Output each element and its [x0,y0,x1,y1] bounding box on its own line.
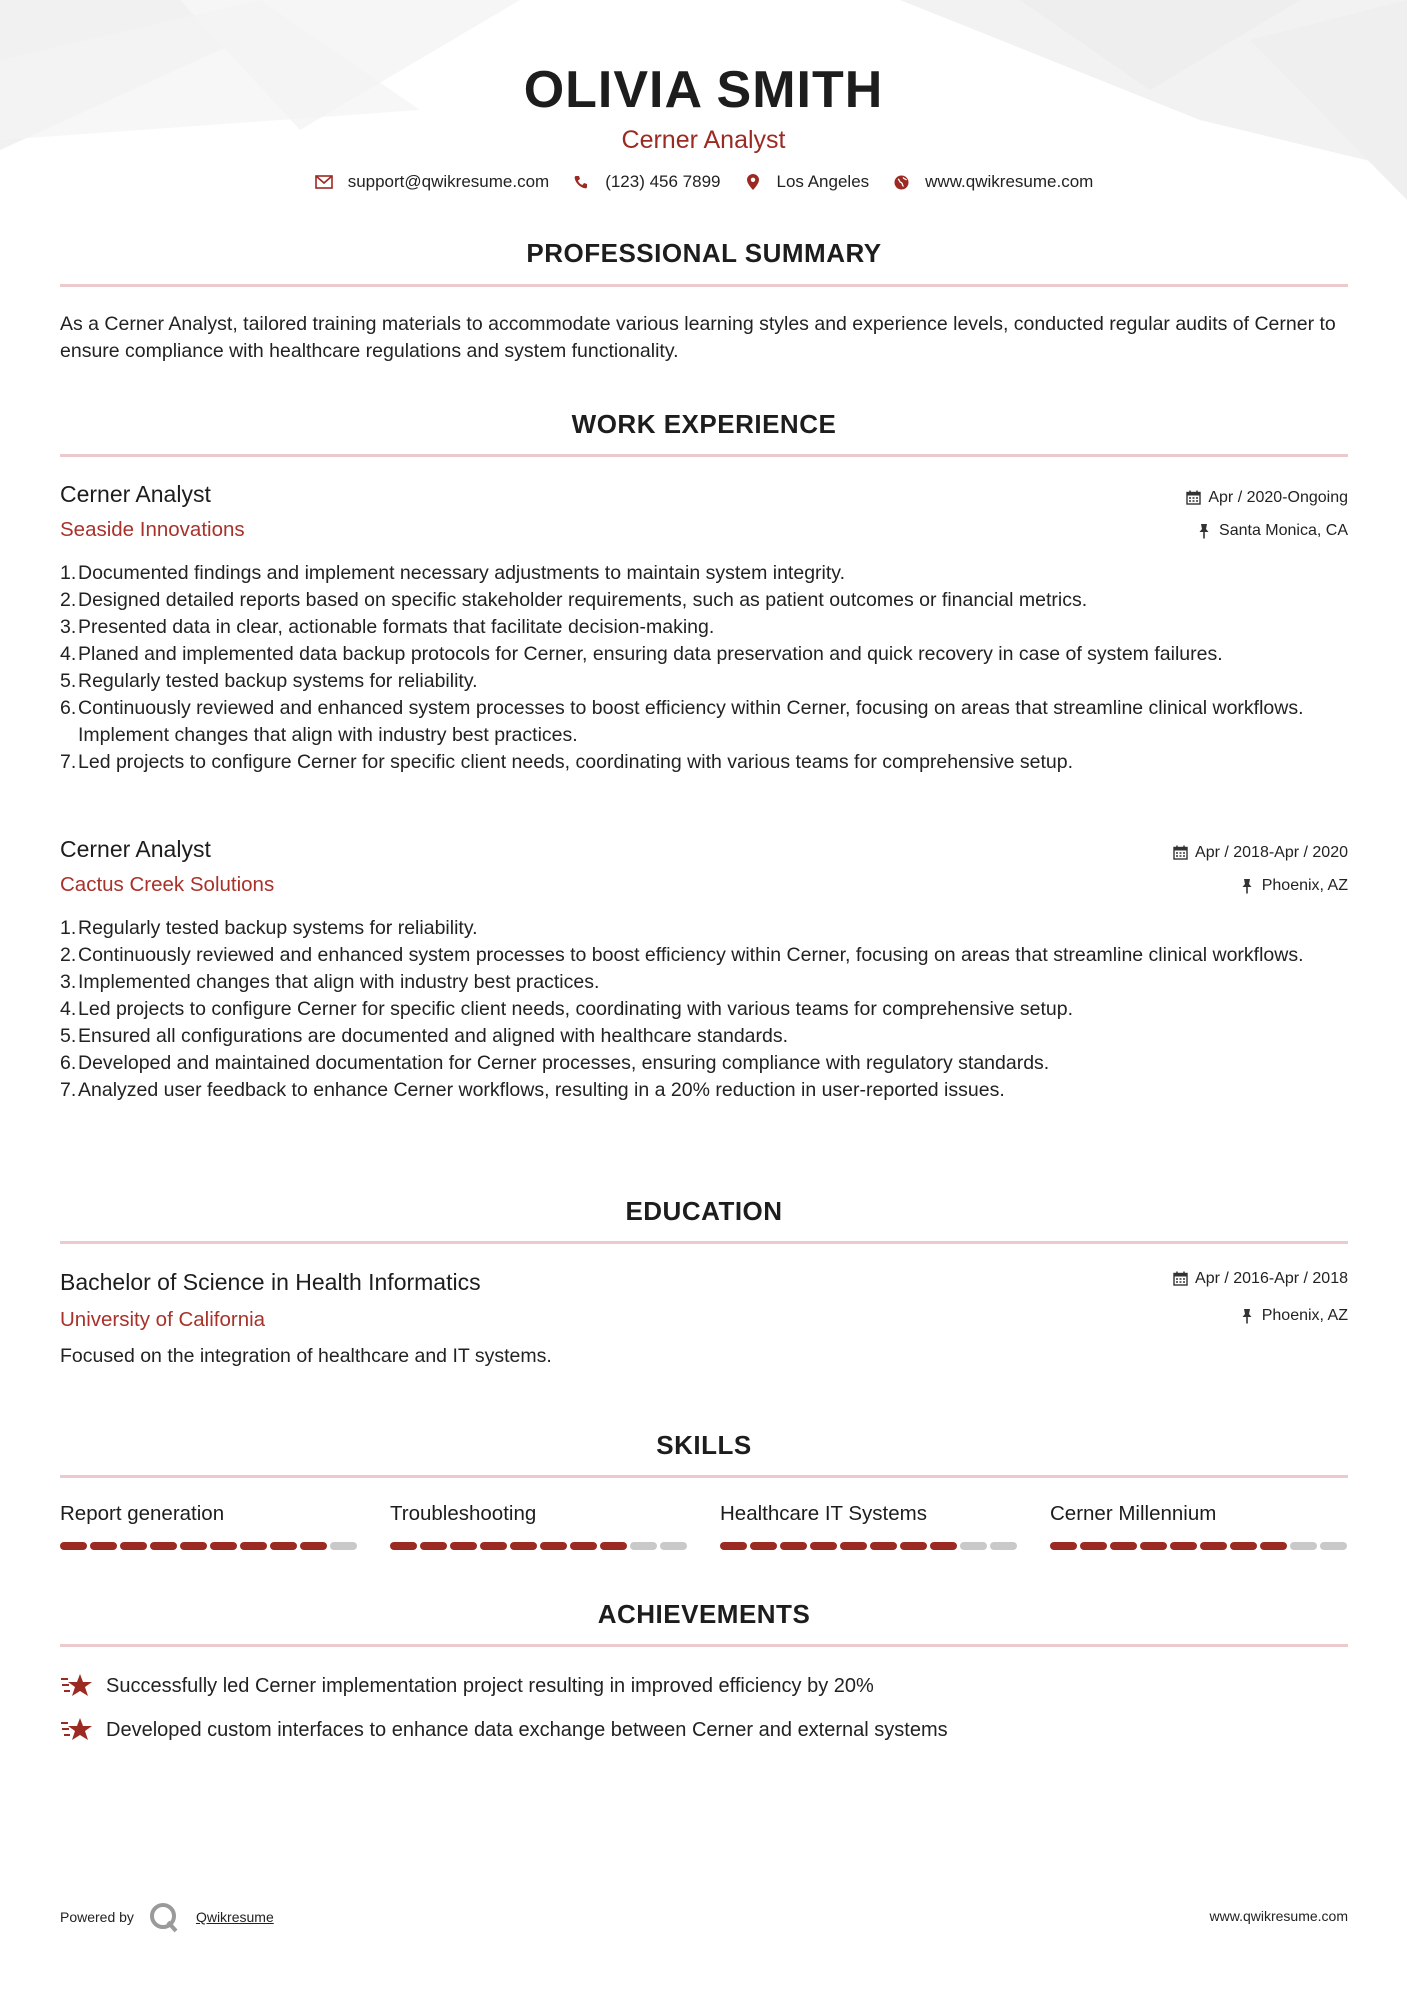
calendar-icon [1173,845,1189,861]
skills-heading: SKILLS [656,1430,752,1460]
list-item [60,749,1348,776]
education-description: Focused on the integration of healthcare and IT systems. [60,1345,552,1367]
candidate-role: Cerner Analyst [621,126,786,154]
summary-text: As a Cerner Analyst, tailored training materials to accommodate various learning styles and experience levels, conducted regular audits of Cerner to ensure compliance with healthcare regulations and system functionality. [60,313,1336,362]
list-text: Implemented changes that align with industry best practices. [78,971,600,993]
skill-level-bar [390,1542,690,1550]
pin-icon [1197,523,1213,539]
list-text: Ensured all configurations are documented and aligned with healthcare standards. [78,1025,789,1047]
job-bullets [60,560,1348,776]
degree-title: Bachelor of Science in Health Informatics [60,1269,481,1295]
skill-segment-filled [540,1542,567,1550]
list-item [60,587,1348,614]
school-name: University of California [60,1308,266,1331]
skill-name: Healthcare IT Systems [720,1502,927,1525]
job-location-text: Phoenix, AZ [1261,877,1348,894]
envelope-icon [314,172,334,192]
list-item [60,1050,1348,1077]
skill-segment-filled [1140,1542,1167,1550]
skill-segment-filled [120,1542,147,1550]
experience-heading: WORK EXPERIENCE [571,409,837,439]
list-item [60,942,1348,969]
list-number: 7. [60,1079,77,1101]
email-text: support@qwikresume.com [347,172,550,191]
list-number: 2. [60,944,77,966]
achievements-divider [60,1644,1348,1647]
pin-icon [1240,1308,1256,1324]
list-number: 3. [60,971,77,993]
job-title: Cerner Analyst [60,836,211,862]
skill-segment-filled [270,1542,297,1550]
list-number: 4. [60,998,77,1020]
skill-item [720,1502,1020,1550]
skill-segment-filled [870,1542,897,1550]
summary-divider [60,284,1348,287]
education-heading: EDUCATION [625,1196,783,1226]
list-number: 7. [60,751,77,773]
skill-segment-empty [660,1542,687,1550]
skills-grid [60,1502,1350,1550]
contact-website[interactable] [891,172,1093,192]
contact-phone[interactable] [571,172,720,192]
job-dates [1186,489,1348,507]
skill-segment-filled [810,1542,837,1550]
skill-segment-empty [990,1542,1017,1550]
list-number: 4. [60,643,77,665]
skill-segment-filled [930,1542,957,1550]
education-dates [1173,1270,1348,1288]
list-text: Continuously reviewed and enhanced system processes to boost efficiency within Cerner, focusing on areas that streamline clinical workflows. Implement changes that align with industry best practices. [78,697,1304,746]
skill-segment-filled [90,1542,117,1550]
location-text: Los Angeles [776,172,870,191]
skill-segment-filled [720,1542,747,1550]
list-text: Regularly tested backup systems for reliability. [78,670,478,692]
skill-segment-filled [750,1542,777,1550]
list-item [60,1077,1348,1104]
achievements-heading: ACHIEVEMENTS [597,1599,811,1629]
footer-website[interactable]: www.qwikresume.com [1209,1908,1348,1924]
skill-segment-filled [1080,1542,1107,1550]
skill-segment-filled [1260,1542,1287,1550]
skill-segment-filled [510,1542,537,1550]
pin-icon [1240,878,1256,894]
skill-name: Troubleshooting [390,1502,537,1525]
list-text: Presented data in clear, actionable formats that facilitate decision-making. [78,616,715,638]
list-number: 1. [60,562,77,584]
skill-segment-empty [960,1542,987,1550]
list-number: 6. [60,697,77,719]
skill-segment-filled [180,1542,207,1550]
job-dates-text: Apr / 2018-Apr / 2020 [1195,844,1348,861]
list-item [60,969,1348,996]
footer-powered-by [60,1901,274,1933]
list-text: Led projects to configure Cerner for specific client needs, coordinating with various teams for comprehensive setup. [78,751,1074,773]
skill-level-bar [1050,1542,1350,1550]
skill-level-bar [720,1542,1020,1550]
list-text: Developed and maintained documentation for Cerner processes, ensuring compliance with regulatory standards. [78,1052,1050,1074]
list-number: 6. [60,1052,77,1074]
star-award-icon [60,1715,94,1745]
list-item [60,1023,1348,1050]
powered-by-label: Powered by [60,1909,134,1925]
skill-segment-empty [630,1542,657,1550]
skill-segment-filled [210,1542,237,1550]
job-location-text: Santa Monica, CA [1219,522,1348,539]
list-item [60,915,1348,942]
skills-divider [60,1475,1348,1478]
education-location [1240,1307,1348,1325]
contact-email[interactable] [314,172,550,192]
list-text: Analyzed user feedback to enhance Cerner workflows, resulting in a 20% reduction in user-reported issues. [78,1079,1005,1101]
list-text: Documented findings and implement necessary adjustments to maintain system integrity. [78,562,846,584]
list-item [60,668,1348,695]
brand-link[interactable]: Qwikresume [195,1909,274,1925]
list-number: 5. [60,1025,77,1047]
skill-item [390,1502,690,1550]
skill-segment-empty [1290,1542,1317,1550]
resume-header [0,58,1407,156]
skill-segment-filled [780,1542,807,1550]
list-item [60,614,1348,641]
achievement-item [60,1715,948,1745]
skill-segment-empty [1320,1542,1347,1550]
skill-segment-filled [1110,1542,1137,1550]
website-text: www.qwikresume.com [925,172,1094,191]
phone-icon [571,172,591,192]
list-number: 5. [60,670,77,692]
map-pin-icon [743,172,763,192]
achievement-text: Successfully led Cerner implementation project resulting in improved efficiency by 20% [106,1674,874,1697]
list-item [60,560,1348,587]
star-award-icon [60,1671,94,1701]
skill-segment-filled [600,1542,627,1550]
candidate-name: OLIVIA SMITH [523,61,884,119]
skill-item [1050,1502,1350,1550]
skill-segment-filled [60,1542,87,1550]
education-dates-text: Apr / 2016-Apr / 2018 [1195,1270,1348,1287]
job-title: Cerner Analyst [60,481,211,507]
list-text: Led projects to configure Cerner for specific client needs, coordinating with various teams for comprehensive setup. [78,998,1074,1020]
qwikresume-logo-icon [148,1901,180,1933]
list-number: 2. [60,589,77,611]
skill-segment-filled [1050,1542,1077,1550]
list-text: Continuously reviewed and enhanced system processes to boost efficiency within Cerner, focusing on areas that streamline clinical workflows. [78,944,1304,966]
skill-segment-filled [240,1542,267,1550]
skill-segment-filled [1230,1542,1257,1550]
skill-name: Report generation [60,1502,225,1525]
job-dates-text: Apr / 2020-Ongoing [1208,489,1348,506]
education-divider [60,1241,1348,1244]
list-item [60,996,1348,1023]
skill-segment-filled [150,1542,177,1550]
list-number: 3. [60,616,77,638]
skill-segment-filled [390,1542,417,1550]
job-location [1240,877,1348,895]
calendar-icon [1173,1271,1189,1287]
list-text: Planed and implemented data backup protocols for Cerner, ensuring data preservation and quick recovery in case of system failures. [78,643,1223,665]
skill-segment-filled [1200,1542,1227,1550]
skill-segment-empty [330,1542,357,1550]
skill-segment-filled [450,1542,477,1550]
skill-level-bar [60,1542,360,1550]
achievement-text: Developed custom interfaces to enhance data exchange between Cerner and external systems [106,1718,948,1741]
contact-location [743,172,870,192]
skill-segment-filled [420,1542,447,1550]
company-name: Cactus Creek Solutions [60,873,275,896]
job-dates [1173,844,1348,862]
calendar-icon [1186,490,1202,506]
experience-divider [60,454,1348,457]
skill-name: Cerner Millennium [1050,1502,1217,1525]
skill-segment-filled [480,1542,507,1550]
skill-segment-filled [1170,1542,1197,1550]
phone-text: (123) 456 7899 [605,172,721,191]
skill-segment-filled [840,1542,867,1550]
skill-segment-filled [900,1542,927,1550]
skill-segment-filled [300,1542,327,1550]
education-location-text: Phoenix, AZ [1261,1307,1348,1324]
list-text: Regularly tested backup systems for reliability. [78,917,478,939]
list-number: 1. [60,917,77,939]
summary-heading: PROFESSIONAL SUMMARY [526,238,882,268]
job-location [1197,522,1348,540]
company-name: Seaside Innovations [60,518,245,541]
globe-icon [891,172,911,192]
list-item [60,695,1348,749]
list-item [60,641,1348,668]
contact-bar [0,172,1407,192]
skill-item [60,1502,360,1550]
achievement-item [60,1671,874,1701]
list-text: Designed detailed reports based on specific stakeholder requirements, such as patient outcomes or financial metrics. [78,589,1088,611]
job-bullets [60,915,1348,1104]
skill-segment-filled [570,1542,597,1550]
